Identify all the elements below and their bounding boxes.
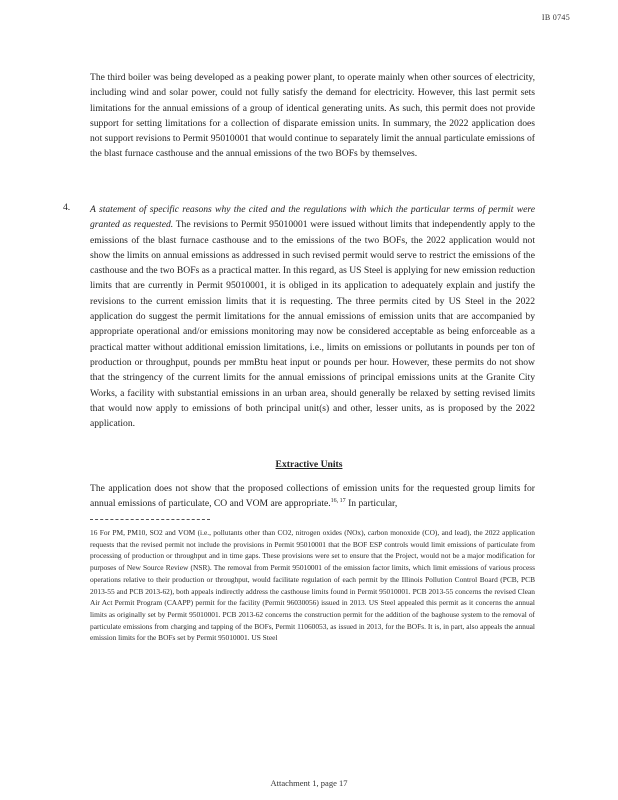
paragraph-3-tail: In particular, bbox=[345, 498, 398, 510]
footnote-divider bbox=[90, 519, 210, 520]
footnote-ref: 16, 17 bbox=[330, 498, 346, 505]
paragraph-item-4 bbox=[90, 202, 535, 431]
item-number: 4. bbox=[63, 202, 71, 213]
paragraph-3-text: The application does not show that the proposed collections of emission units for the requested group limits for annual emissions of particulate, CO and VOM are appropriate. bbox=[90, 483, 535, 510]
page-footer: Attachment 1, page 17 bbox=[270, 778, 348, 788]
item-lead-in: A statement of specific reasons why the cited and the regulations with which the particular terms of permit were granted as requested. bbox=[90, 204, 535, 231]
item-text: The revisions to Permit 95010001 were issued without limits that independently apply to the emissions of the blast furnace casthouse and to the emissions of the two BOFs, the 2022 application would not show the limits on annual emissions as addressed in such revised permit would serve to restrict the emissions of the casthouse and the two BOFs as a practical matter. In this regard, as US Steel is applying for new emission reduction limits that are currently in Permit 95010001, it is obliged in its application to adequately explain and justify the revisions to the current emission limits that it is requesting. The three permits cited by US Steel in the 2022 application do suggest the permit limitations for the annual emissions of emission units that are accompanied by appropriate operational and/or emissions monitoring may now be considered acceptable as being enforceable as a practical matter without additional emission limitations, i.e., limits on emissions or pollutants in pounds per ton of production or throughput, pounds per mmBtu heat input or pounds per hour. However, these permits do not show that the stringency of the current limits for the annual emissions of principal emissions units at the Granite City Works, a facility with substantial emissions in an urban area, should generally be relaxed by setting revised limits that would now apply to emissions of both principal unit(s) and other, lesser units, as is proposed by the 2022 application. bbox=[90, 219, 535, 430]
footnote-16: 16 For PM, PM10, SO2 and VOM (i.e., pollutants other than CO2, nitrogen oxides (NOx), carbon monoxide (CO), and lead), the 2022 application requests that the revised permit not include the provisions in Permit 95010001 that the BOF ESP controls would limit emissions of particulate from processing of production or throughput and in time gaps. These provisions were set to ensure that the Project, would not be a major modification for purposes of New Source Review (NSR). The removal from Permit 95010001 of the emission factor limits, which limit emissions of various process operations relative to their production or throughput, would facilitate regulation of each permit by the Illinois Pollution Control Board (PCB, PCB 2013-55 and PCB 2013-62), both appeals indirectly address the casthouse limits found in Permit 95010001. PCB 2013-55 concerns the revised Clean Air Act Permit Program (CAAPP) permit for the facility (Permit 96030056) issued in 2013. US Steel appealed this permit as it concerns the annual limits as originally set by Permit 95010001. PCB 2013-62 concerns the construction permit for the addition of the baghouse system to the removal of particulate emissions from charging and tapping of the BOFs, Permit 11060053, as issued in 2013, for the BOFs. It is, in part, also appeals the annual emission limits for the BOFs set by Permit 95010001. US Steel bbox=[90, 528, 535, 643]
section-heading: Extractive Units bbox=[275, 459, 343, 470]
paragraph-1: The third boiler was being developed as a peaking power plant, to operate mainly when other sources of electricity, including wind and solar power, could not fully satisfy the demand for electricity. However, this last permit sets limitations for the annual emissions of a group of identical generating units. As such, this permit does not provide support for setting limitations for a collection of disparate emission units. In summary, the 2022 application does not support revisions to Permit 95010001 that would continue to separately limit the annual particulate emissions of the blast furnace casthouse and the annual emissions of the two BOFs by themselves. bbox=[90, 72, 535, 160]
paragraph-3 bbox=[90, 481, 535, 512]
document-id: IB 0745 bbox=[541, 13, 570, 22]
